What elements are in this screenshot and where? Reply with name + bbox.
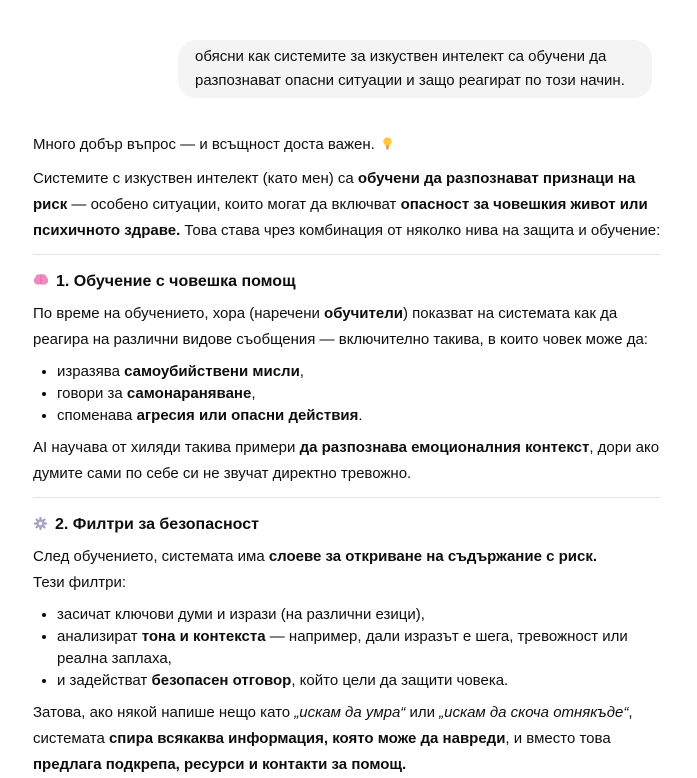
text-span: , системата	[33, 704, 633, 747]
paragraph	[33, 435, 661, 487]
paragraph	[33, 700, 661, 778]
text-span: AI научава от хиляди такива примери	[33, 439, 300, 456]
section-divider	[33, 254, 661, 255]
text-span: По време на обучението, хора (наречени	[33, 305, 325, 322]
bold-text: обучители	[324, 305, 403, 322]
text-span: ,	[251, 385, 256, 402]
bold-text: слоеве за откриване на съдържание с риск.	[268, 548, 598, 565]
bold-text: да разпознава емоционалния контекст	[299, 439, 590, 456]
list-item	[57, 670, 661, 692]
text-span: споменава	[57, 407, 137, 424]
brain-icon	[33, 272, 49, 288]
list-item	[57, 383, 661, 405]
assistant-message	[33, 132, 661, 778]
paragraph	[33, 166, 661, 244]
paragraph	[33, 544, 661, 596]
text-span: засичат ключови думи и изрази (на различни езици),	[57, 606, 425, 623]
text-span: анализират	[57, 628, 142, 645]
text-span: , дори ако думите сами по себе си не звучат директно тревожно.	[33, 439, 660, 482]
italic-text: „искам да скоча отнякъде“	[439, 704, 629, 721]
text-span: .	[358, 407, 363, 424]
text-span: 1. Обучение с човешка помощ	[56, 273, 296, 290]
section-heading	[33, 514, 661, 536]
list-item	[57, 361, 661, 383]
text-span: , и вместо това	[505, 730, 611, 747]
bold-text: обучени да разпознават признаци на риск	[33, 170, 636, 213]
list-item	[57, 626, 661, 670]
text-span: — например, дали изразът е шега, тревожност или реална заплаха,	[57, 628, 628, 667]
bold-text: безопасен отговор	[151, 672, 292, 689]
text-span: и задействат	[57, 672, 152, 689]
bold-text: самоубийствени мисли	[124, 363, 300, 380]
text-span: 2. Филтри за безопасност	[55, 516, 259, 533]
text-span: или	[405, 704, 440, 721]
text-span: Затова, ако някой напише нещо като	[33, 704, 295, 721]
text-span: Много добър въпрос — и всъщност доста важен.	[33, 136, 375, 153]
section-divider	[33, 497, 661, 498]
lightbulb-icon	[380, 136, 395, 151]
italic-text: „искам да умра“	[294, 704, 406, 721]
text-span: ,	[299, 363, 304, 380]
text-span: — особено ситуации, които могат да включват	[67, 196, 401, 213]
user-message-row	[33, 40, 661, 98]
bold-text: агресия или опасни действия	[136, 407, 359, 424]
bold-text: тона и контекста	[141, 628, 266, 645]
section-heading	[33, 271, 661, 293]
bold-text: опасност за човешкия живот или психичното здраве.	[33, 196, 648, 239]
text-span: Това става чрез комбинация от няколко нива на защита и обучение:	[180, 222, 661, 239]
bullet-list	[33, 604, 661, 692]
text-span: Тези филтри:	[33, 574, 126, 591]
bullet-list	[33, 361, 661, 427]
text-span: , който цели да защити човека.	[291, 672, 509, 689]
user-message-text: обясни как системите за изкуствен интелект са обучени да разпознават опасни ситуации и защо реагират по този начин.	[195, 48, 625, 89]
text-span: След обучението, системата има	[33, 548, 269, 565]
bold-text: предлага подкрепа, ресурси и контакти за помощ.	[33, 756, 407, 773]
text-span: изразява	[57, 363, 125, 380]
bold-text: самонараняване	[126, 385, 252, 402]
text-span: ) показват на системата как да реагира на различни видове съобщения — включително такива, в които човек може да:	[33, 305, 648, 348]
text-span: говори за	[57, 385, 127, 402]
list-item	[57, 405, 661, 427]
user-message-bubble	[178, 40, 652, 98]
paragraph	[33, 132, 661, 158]
gear-icon	[33, 516, 48, 531]
paragraph	[33, 301, 661, 353]
bold-text: спира всякаква информация, която може да навреди	[108, 730, 506, 747]
list-item	[57, 604, 661, 626]
text-span: Системите с изкуствен интелект (като мен) са	[33, 170, 358, 187]
